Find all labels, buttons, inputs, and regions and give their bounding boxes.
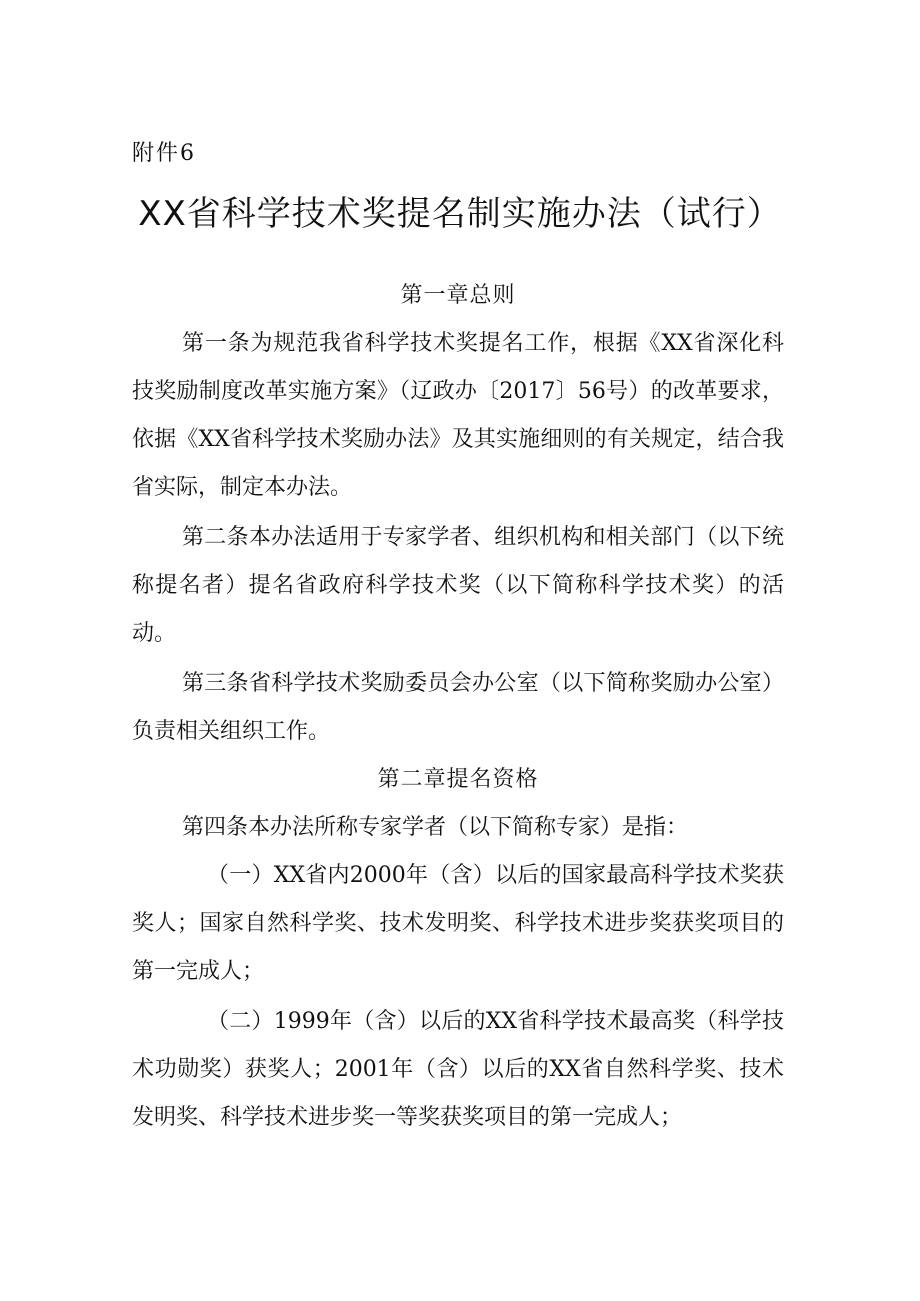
list-item: （二）1999年（含）以后的XX省科学技术最高奖（科学技术功勋奖）获奖人；2001年（含）以后的XX省自然科学奖、技术发明奖、科学技术进步奖一等奖获奖项目的第一完成人； [132,1009,784,1130]
document-title: XX省科学技术奖提名制实施办法（试行） [138,194,782,234]
article-paragraph: 第三条省科学技术奖励委员会办公室（以下简称奖励办公室）负责相关组织工作。 [132,671,784,744]
article-paragraph: 第二条本办法适用于专家学者、组织机构和相关部门（以下统称提名者）提名省政府科学技术奖（以下简称科学技术奖）的活动。 [132,525,784,646]
attachment-label: 附件6 [132,141,196,166]
chapter-heading: 第二章提名资格 [377,767,539,792]
article-paragraph: 第四条本办法所称专家学者（以下简称专家）是指： [182,815,689,840]
list-item: （一）XX省内2000年（含）以后的国家最高科学技术奖获奖人；国家自然科学奖、技术发明奖、科学技术进步奖获奖项目的第一完成人； [132,863,784,984]
chapter-heading: 第一章总则 [400,283,516,308]
article-paragraph: 第一条为规范我省科学技术奖提名工作，根据《XX省深化科技奖励制度改革实施方案》（辽政办〔2017〕56号）的改革要求，依据《XX省科学技术奖励办法》及其实施细则的有关规定，结合我省实际，制定本办法。 [132,331,784,500]
document-body [132,272,784,1142]
